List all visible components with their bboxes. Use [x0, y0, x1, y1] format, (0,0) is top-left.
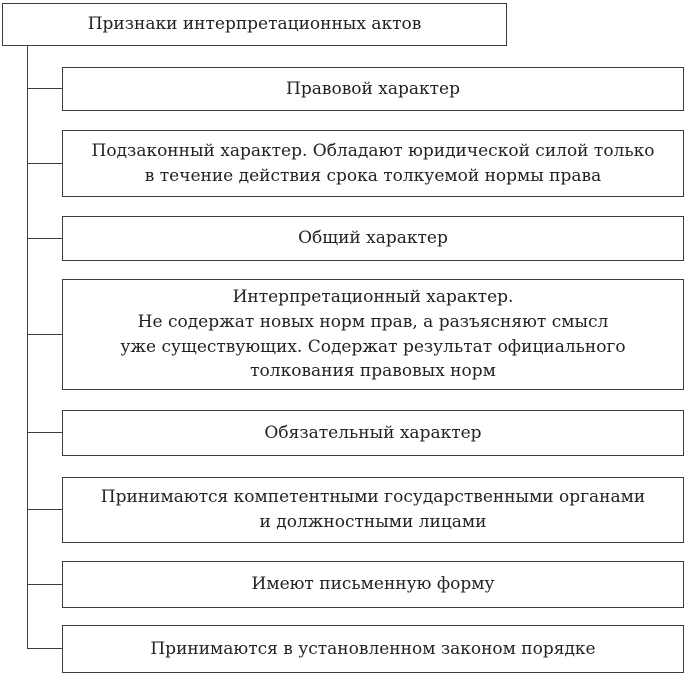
root-box — [2, 3, 507, 46]
node-label: Интерпретационный характер. Не содержат новых норм прав, а разъясняют смысл уже существующих. Содержат результат официального толкования правовых норм — [120, 287, 626, 382]
node-label: Правовой характер — [286, 78, 460, 99]
node-box-adopted-by-state-organs — [62, 477, 684, 543]
branch-connector-line-3 — [28, 238, 62, 239]
branch-connector-line-6 — [28, 509, 62, 510]
branch-connector-line-4 — [28, 334, 62, 335]
node-box-adopted-by-law-order — [62, 625, 684, 673]
branch-connector-line-1 — [28, 88, 62, 89]
branch-connector-line-2 — [28, 163, 62, 164]
node-box-obligatory-character — [62, 410, 684, 456]
trunk-connector-line — [27, 46, 28, 649]
branch-connector-line-7 — [28, 584, 62, 585]
node-label: Общий характер — [298, 228, 448, 249]
branch-connector-line-5 — [28, 432, 62, 433]
node-label: Принимаются в установленном законом порядке — [150, 638, 596, 659]
node-label: Принимаются компетентными государственными органами и должностными лицами — [100, 487, 646, 532]
node-box-written-form — [62, 561, 684, 608]
node-label: Имеют письменную форму — [251, 574, 495, 595]
root-box-label: Признаки интерпретационных актов — [87, 14, 422, 35]
node-box-general-character — [62, 216, 684, 261]
node-label: Обязательный характер — [264, 422, 482, 443]
node-box-sublegal-character — [62, 130, 684, 197]
node-box-interpretational-character — [62, 279, 684, 390]
branch-connector-line-8 — [28, 648, 62, 649]
node-label: Подзаконный характер. Обладают юридической силой только в течение действия срока толкуемой нормы права — [91, 140, 655, 186]
node-box-legal-character — [62, 67, 684, 111]
